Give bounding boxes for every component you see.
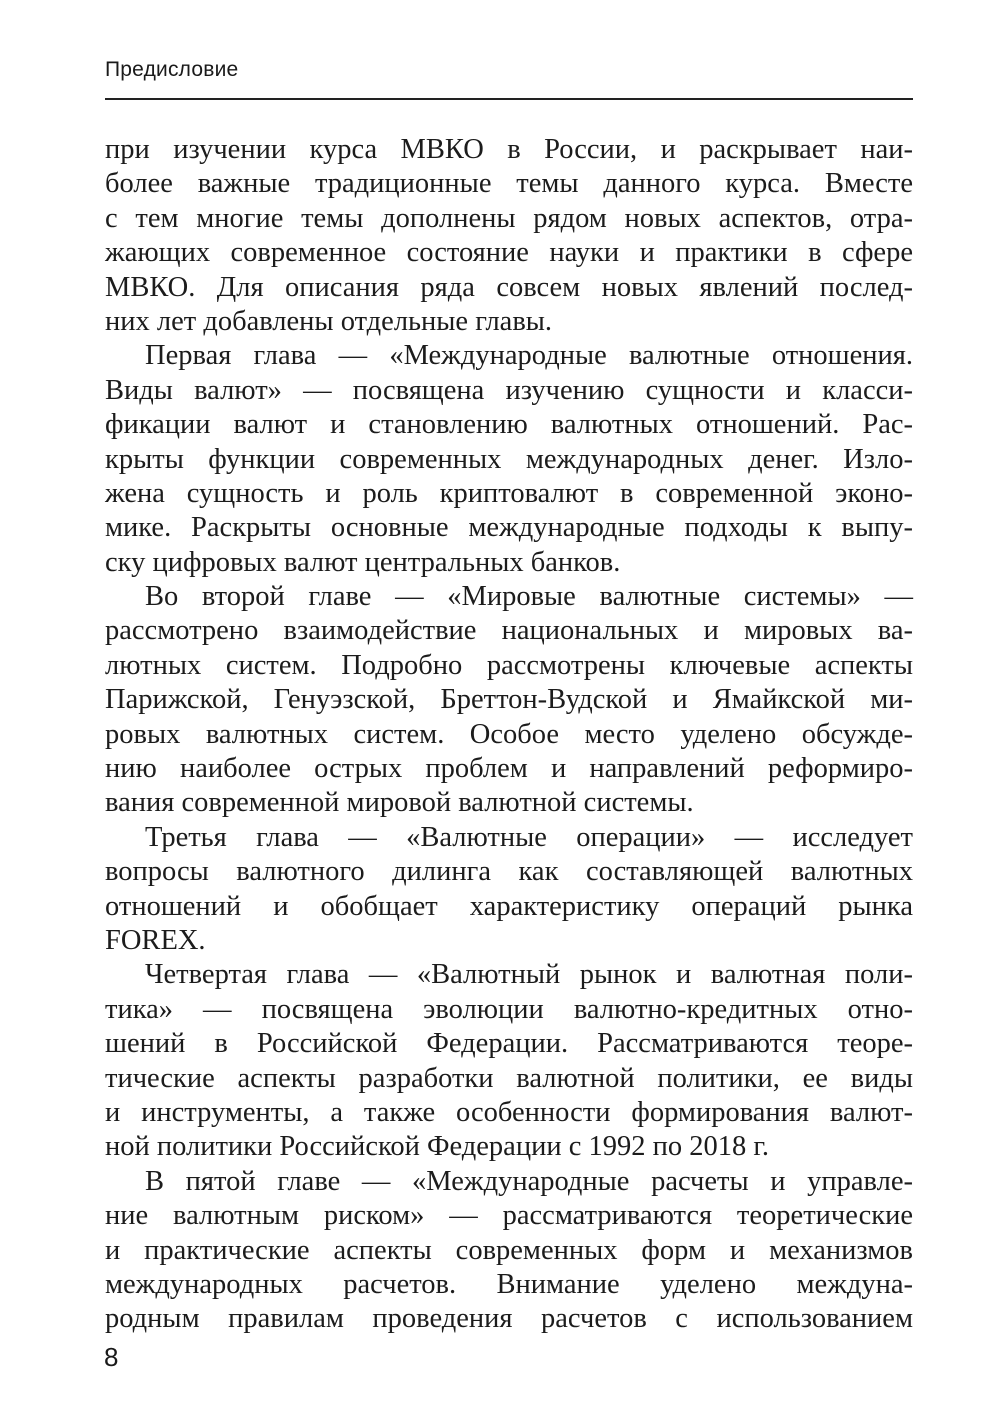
text-line: них лет добавлены отдельные главы. (105, 305, 553, 337)
text-line: Парижской, Генуэзской, Бреттон-Вудской и Ямайкской ми- (105, 684, 913, 716)
text-line: ску цифровых валют центральных банков. (105, 546, 621, 578)
text-line: рассмотрено взаимодействие национальных и мировых ва- (105, 615, 913, 647)
text-line: международных расчетов. Внимание уделено междуна- (105, 1268, 913, 1300)
text-line: нию наиболее острых проблем и направлений реформиро- (105, 753, 913, 785)
text-line: ровых валютных систем. Особое место уделено обсужде- (105, 718, 913, 750)
text-line: FOREX. (105, 924, 206, 956)
text-line: фикации валют и становлению валютных отношений. Рас- (105, 409, 913, 441)
text-line: Четвертая глава — «Валютный рынок и валютная поли- (145, 959, 913, 991)
text-line: жающих современное состояние науки и практики в сфере (105, 237, 913, 269)
text-line: и инструменты, а также особенности формирования валют- (105, 1096, 913, 1128)
body-text (105, 133, 913, 1337)
text-line: В пятой главе — «Международные расчеты и управле- (145, 1165, 913, 1197)
header-divider (105, 98, 913, 100)
text-line: вопросы валютного дилинга как составляющей валютных (105, 856, 913, 888)
text-line: вания современной мировой валютной системы. (105, 787, 694, 819)
text-line: и практические аспекты современных форм и механизмов (105, 1234, 913, 1266)
text-line: родным правилам проведения расчетов с использованием (105, 1303, 913, 1335)
text-line: МВКО. Для описания ряда совсем новых явлений послед- (105, 271, 913, 303)
text-line: отношений и обобщает характеристику операций рынка (105, 890, 913, 922)
text-line: лютных систем. Подробно рассмотрены ключевые аспекты (105, 649, 913, 681)
text-line: Виды валют» — посвящена изучению сущности и класси- (105, 374, 913, 406)
text-line: с тем многие темы дополнены рядом новых аспектов, отра- (105, 202, 913, 234)
text-line: шений в Российской Федерации. Рассматриваются теоре- (105, 1028, 913, 1060)
running-header: Предисловие (105, 58, 239, 81)
text-line: более важные традиционные темы данного курса. Вместе (105, 168, 913, 200)
text-line: при изучении курса МВКО в России, и раскрывает наи- (105, 134, 913, 165)
text-line: тические аспекты разработки валютной политики, ее виды (105, 1062, 913, 1094)
text-line: Третья глава — «Валютные операции» — исследует (145, 821, 913, 853)
text-line: жена сущность и роль криптовалют в современной эконо- (105, 477, 913, 509)
text-line: Во второй главе — «Мировые валютные системы» — (145, 581, 913, 613)
text-line: ной политики Российской Федерации с 1992 по 2018 г. (105, 1131, 769, 1163)
text-line: ние валютным риском» — рассматриваются теоретические (105, 1200, 913, 1232)
text-line: крыты функции современных международных денег. Изло- (105, 443, 913, 475)
text-line: Первая глава — «Международные валютные отношения. (145, 340, 913, 372)
text-line: мике. Раскрыты основные международные подходы к выпу- (105, 512, 913, 544)
page-number: 8 (104, 1342, 119, 1372)
text-line: тика» — посвящена эволюции валютно-кредитных отно- (105, 993, 913, 1025)
